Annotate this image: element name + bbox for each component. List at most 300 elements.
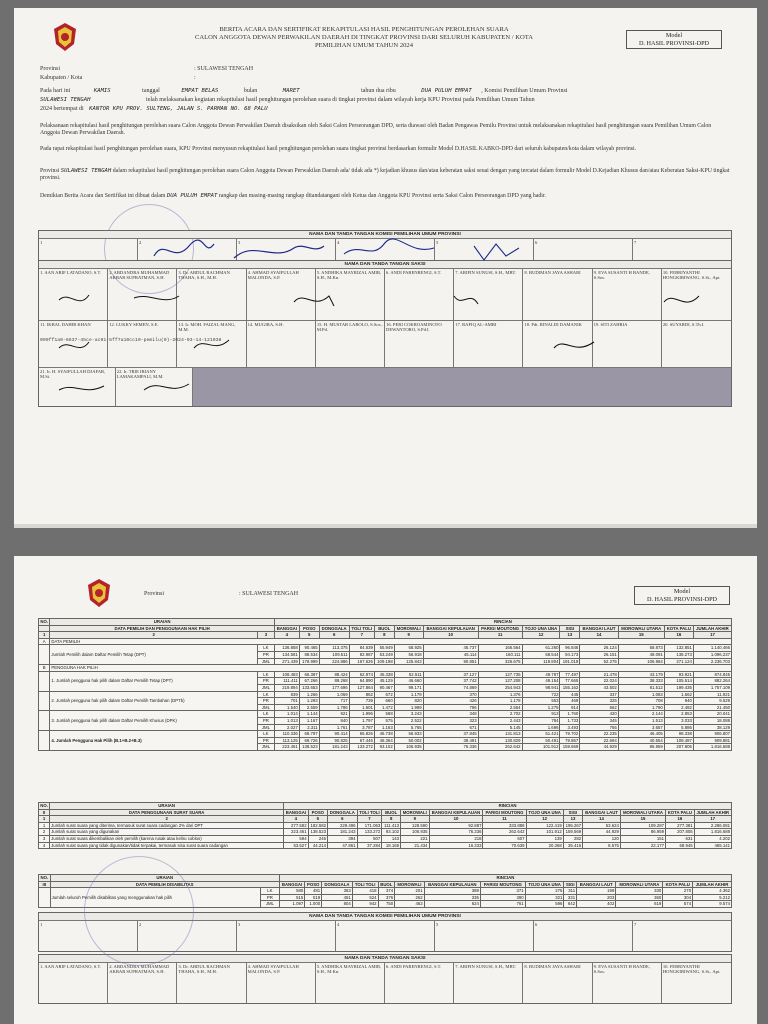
value-cell: 167.626: [349, 658, 374, 665]
value-cell: 49.787: [522, 671, 560, 678]
value-cell: 50.002: [394, 737, 423, 744]
value-cell: 11.921: [693, 691, 731, 698]
value-cell: 53.249: [374, 651, 394, 658]
col-number: 16: [664, 632, 693, 639]
region-header: PARIGI MOUTONG: [478, 625, 522, 632]
value-cell: 588: [374, 711, 394, 718]
value-cell: 86.959: [620, 829, 665, 836]
value-cell: 5.212: [693, 894, 732, 901]
value-cell: 199: [577, 888, 616, 895]
document-page-2: [14, 556, 757, 1024]
p2-provinsi-label: Provinsi: [144, 591, 165, 597]
value-cell: 109.511: [319, 651, 349, 658]
value-cell: 101.912: [522, 744, 560, 751]
value-cell: 68.945: [666, 842, 695, 849]
value-cell: 445: [560, 691, 580, 698]
value-cell: 607: [483, 835, 526, 842]
blank-cell: [39, 671, 50, 691]
value-cell: 106.935: [394, 744, 423, 751]
value-cell: 321: [525, 894, 564, 901]
col-rincian: RINCIAN: [274, 619, 731, 626]
value-cell: 739: [349, 698, 374, 705]
value-cell: 77.497: [560, 671, 580, 678]
value-cell: 18.088: [693, 717, 731, 724]
value-cell: 139: [526, 835, 563, 842]
region-header: POSO: [299, 625, 319, 632]
saksi-cell: 13. Ir. MOH. FAIZAL MANG, M.M.: [177, 321, 246, 367]
value-cell: 56.918: [394, 651, 423, 658]
region-header: MOROWALI: [395, 881, 425, 888]
value-cell: 67.266: [299, 678, 319, 685]
value-cell: 92.887: [429, 822, 483, 829]
row-number: 1: [39, 822, 50, 829]
region-header: BANGGAI LAUT: [580, 625, 618, 632]
value-cell: 122.419: [526, 822, 563, 829]
value-cell: 1.816.688: [694, 829, 731, 836]
value-cell: 22.235: [580, 731, 618, 738]
gender-key: LK: [257, 671, 274, 678]
saksi-cell: 6. ANDI PARENRENGI, S.T.: [385, 963, 454, 1003]
value-cell: 1.275: [522, 704, 560, 711]
blank-cell: [39, 691, 50, 711]
value-cell: 370: [423, 691, 478, 698]
col-number: 2: [50, 816, 284, 823]
value-cell: 1.790: [618, 704, 664, 711]
col-number: 5: [308, 816, 327, 823]
value-cell: 631: [666, 835, 695, 842]
item-label: Jumlah surat suara yang diterima, termasuk surat suara cadangan 2% dari DPT: [50, 822, 284, 829]
saksi-cell: 16. PERI COKROAMINOTO DEWANTORO, S.Pd.I.: [385, 321, 454, 367]
region-header: POSO: [305, 881, 322, 888]
value-cell: 1.069: [319, 691, 349, 698]
gender-key: PR: [257, 651, 274, 658]
value-cell: 862: [349, 691, 374, 698]
value-cell: 21.434: [401, 842, 429, 849]
value-cell: 182.582: [308, 822, 327, 829]
value-cell: 26.124: [580, 645, 618, 652]
region-header: TOLI TOLI: [349, 625, 374, 632]
value-cell: 1.266: [299, 691, 319, 698]
value-cell: 418: [352, 888, 378, 895]
value-cell: 120: [583, 835, 621, 842]
value-cell: 61.260: [522, 645, 560, 652]
section-letter: B: [39, 665, 50, 672]
hari-value: KAMIS: [93, 88, 111, 94]
value-cell: 133.272: [357, 829, 382, 836]
saksi-cell: 7. ARIFIN SUNUSI, S.H., MBT.: [454, 963, 523, 1003]
table-row: [39, 829, 732, 836]
value-cell: 136.858: [274, 645, 299, 652]
value-cell: 67.446: [349, 737, 374, 744]
col-number: 14: [583, 816, 621, 823]
value-cell: 93.102: [374, 744, 394, 751]
value-cell: 376: [378, 894, 395, 901]
gender-key: PR: [260, 894, 279, 901]
value-cell: 575: [374, 717, 394, 724]
gender-key: LK: [260, 888, 279, 895]
value-cell: 38.333: [618, 678, 664, 685]
page-edge: [14, 524, 757, 528]
value-cell: 22.177: [620, 842, 665, 849]
region-header: BUOL: [374, 625, 394, 632]
value-cell: 111.413: [382, 822, 401, 829]
kpu-sign-cell: 6: [534, 921, 633, 951]
region-header: KOTA PALU: [666, 809, 695, 816]
value-cell: 323: [423, 717, 478, 724]
section-title: DATA PEMILIH: [50, 638, 732, 645]
value-cell: 44.214: [308, 842, 327, 849]
value-cell: 4.362: [693, 888, 732, 895]
col-number: 4: [274, 632, 299, 639]
value-cell: 1.540: [274, 704, 299, 711]
value-cell: 722: [522, 691, 560, 698]
value-cell: 708: [618, 698, 664, 705]
value-cell: 160.111: [478, 651, 522, 658]
saksi-cell: 15. H. MUSTAR LABOLO, S.Sos., M.Pd.: [316, 321, 385, 367]
value-cell: 1.472: [374, 704, 394, 711]
value-cell: 750: [378, 901, 395, 908]
saksi-cell: 5. ANDHIKA MAYRIZAL AMIR, S.H., M.Kn.: [316, 269, 385, 320]
value-cell: 1.014: [274, 711, 299, 718]
value-cell: 3.493: [560, 724, 580, 731]
blank-cell: [39, 711, 50, 731]
value-cell: 326.675: [478, 658, 522, 665]
item-label: Jumlah seluruh Pemilih disabilitas yang menggunakan hak pilih: [50, 888, 260, 908]
p3-text: dalam rekapitulasi hasil penghitungan perolehan suara Calon Anggota Dewan Perwakilan Daerah ada/ tidak ada *) kejadian khusus dan/atau keberatan saksi seuai dengan yang tercatat dalam formulir Model D.Kejadian Khusus dan/atau Keberatan Saksi-KPU tingkat provinsi.: [40, 168, 730, 182]
value-cell: 93.921: [664, 671, 693, 678]
value-cell: 159.569: [563, 829, 582, 836]
region-header: MOROWALI UTARA: [616, 881, 663, 888]
value-cell: 151: [620, 835, 665, 842]
gender-key: PR: [257, 678, 274, 685]
blank-cell: [39, 645, 50, 665]
value-cell: 5.145: [478, 724, 522, 731]
p4-text: rangkap dan masing-masing rangkap ditandatangani oleh Ketua dan Anggota KPU Provinsi serta Saksi Calon Perseorangan DPD yang hadir.: [218, 193, 546, 199]
value-cell: 660: [374, 698, 394, 705]
value-cell: 1.167: [299, 717, 319, 724]
value-cell: 451: [322, 894, 353, 901]
value-cell: 420: [580, 711, 618, 718]
table-header-row: [39, 619, 732, 626]
saksi-cell: 11. IKBAL DAHIR KHAN: [39, 321, 108, 367]
col-number: 6: [328, 816, 357, 823]
kpu-sign-cell: 3: [237, 921, 336, 951]
saksi-cell: 8. BUDIMAN JAYA ASHARI: [523, 963, 592, 1003]
kabkota-label: Kabupaten / Kota: [40, 75, 83, 81]
value-cell: 93.102: [382, 829, 401, 836]
value-cell: 642: [564, 901, 577, 908]
value-cell: 201: [395, 888, 425, 895]
value-cell: 98.941: [522, 684, 560, 691]
value-cell: 22.024: [580, 678, 618, 685]
value-cell: 254.943: [478, 684, 522, 691]
value-cell: 519: [305, 894, 322, 901]
table-row: [39, 842, 732, 849]
value-cell: 619: [616, 901, 663, 908]
value-cell: 1.097: [279, 901, 304, 908]
value-cell: 1.761: [319, 724, 349, 731]
value-cell: 1.562: [664, 691, 693, 698]
hari-label: Pada hari ini: [40, 88, 71, 94]
value-cell: 125.843: [394, 658, 423, 665]
value-cell: 99.171: [394, 684, 423, 691]
region-header: MOROWALI: [394, 625, 423, 632]
table-header-row: [39, 625, 732, 632]
region-header: MOROWALI UTARA: [620, 809, 665, 816]
value-cell: 304: [663, 894, 693, 901]
value-cell: 671: [423, 724, 478, 731]
value-cell: 1.760: [560, 711, 580, 718]
table-row: [39, 711, 732, 718]
value-cell: 353: [322, 888, 353, 895]
saksi-cell: 10. FEBRIYANTHI HONGKIRIWANG, S.Si., Apt.: [662, 270, 721, 280]
region-header: BUOL: [382, 809, 401, 816]
p2-model-box: [634, 586, 730, 605]
saksi-cell: 7. ARIFIN SUNUSI, S.H., MBT.: [454, 269, 523, 320]
col-number: 13: [560, 632, 580, 639]
col-uraian: URAIAN: [50, 803, 284, 810]
value-cell: 177.696: [319, 684, 349, 691]
gender-key: LK: [257, 711, 274, 718]
document-header: [134, 26, 594, 51]
value-cell: 3.787: [349, 724, 374, 731]
value-cell: 1.096.237: [693, 651, 731, 658]
p3-label: Provinsi: [40, 168, 60, 174]
value-cell: 218: [429, 835, 483, 842]
saksi-cell: 3. Dr. ABDUL RACHMAN THAHA, S.H., M.H.: [177, 963, 246, 1003]
section-title: DATA PEMILIH DISABILITAS: [50, 881, 279, 888]
value-cell: 333.888: [483, 822, 526, 829]
value-cell: 1.178: [478, 698, 522, 705]
value-cell: 113.125: [274, 737, 299, 744]
value-cell: 840: [319, 717, 349, 724]
table-row: [39, 835, 732, 842]
value-cell: 90.467: [374, 684, 394, 691]
value-cell: 2.144: [618, 711, 664, 718]
tempat-label: 2024 bertempat di: [40, 106, 84, 112]
value-cell: 1.996: [349, 711, 374, 718]
value-cell: 2.286.081: [694, 822, 731, 829]
paragraph-4: [40, 193, 730, 200]
value-cell: 52.511: [394, 671, 423, 678]
table-row: [39, 691, 732, 698]
value-cell: 26.151: [580, 651, 618, 658]
region-header: MOROWALI: [401, 809, 429, 816]
tanggal-value: EMPAT BELAS: [181, 88, 219, 94]
value-cell: 275: [525, 888, 564, 895]
value-cell: 469: [560, 698, 580, 705]
value-cell: 22.694: [580, 737, 618, 744]
col-number: 10: [423, 632, 478, 639]
official-stamp: [84, 856, 194, 966]
value-cell: 109.287: [620, 822, 665, 829]
section-title: DATA PENGGUNAAN SURAT SUARA: [50, 809, 284, 816]
value-cell: 262: [395, 894, 425, 901]
region-header: MOROWALI UTARA: [618, 625, 664, 632]
blank-cell: [39, 888, 51, 908]
gender-key: PR: [257, 717, 274, 724]
value-cell: 515: [279, 894, 304, 901]
hari-line: [40, 88, 567, 94]
region-header: TOJO UNA UNA: [526, 809, 563, 816]
value-cell: 90.825: [319, 737, 349, 744]
value-cell: 465.141: [694, 842, 731, 849]
saksi-cell: 14. MUGIRA, S.H.: [247, 321, 316, 367]
value-cell: 804: [322, 901, 353, 908]
value-cell: 839: [274, 691, 299, 698]
section-title: PENGGUNA HAK PILIH: [50, 665, 732, 672]
value-cell: 131.813: [478, 731, 522, 738]
gender-key: JML: [257, 704, 274, 711]
kpu-signatures: [134, 236, 694, 266]
region-header: SIGI: [560, 625, 580, 632]
gender-key: PR: [257, 737, 274, 744]
saksi-cell: 22. Ir. TRIE IRIANY LAMAKAMPALI, M.M.: [116, 368, 193, 406]
value-cell: 1.786: [319, 704, 349, 711]
value-cell: 38.129: [693, 724, 731, 731]
value-cell: 662: [580, 704, 618, 711]
value-cell: 594: [284, 835, 308, 842]
col-number: 15: [620, 816, 665, 823]
value-cell: 66.387: [299, 671, 319, 678]
value-cell: 463: [395, 901, 425, 908]
document-id-footer: 099ff1a0-6637-45ce-ac91-5ff7a10cc10-pemilu(0)-2024-03-14-121038: [40, 338, 222, 343]
p4-label: Demikian Berita Acara dan Sertifikat ini dibuat dalam: [40, 193, 166, 199]
gender-key: LK: [257, 691, 274, 698]
value-cell: 271.439: [274, 658, 299, 665]
header-line-2: CALON ANGGOTA DEWAN PERWAKILAN DAERAH DI TINGKAT PROVINSI DARI SELURUH KABUPATEN / KOTA: [194, 34, 534, 42]
document-page-1: [14, 8, 757, 528]
value-cell: 44.929: [583, 829, 621, 836]
value-cell: 37.742: [423, 678, 478, 685]
value-cell: 90.414: [319, 731, 349, 738]
p4-handwritten: DUA PULUH EMPAT: [166, 193, 218, 199]
value-cell: 46.364: [374, 737, 394, 744]
value-cell: 262.642: [478, 744, 522, 751]
region-header: BANGGAI: [284, 809, 308, 816]
saksi-cell: 9. EVA SUSANTI H BANDE, S.Sos.: [593, 269, 662, 320]
value-cell: 2.554: [478, 704, 522, 711]
value-cell: 133.272: [349, 744, 374, 751]
value-cell: 229.496: [328, 822, 357, 829]
kpu-signature-title: NAMA DAN TANDA TANGAN KOMISI PEMILIHAN UMUM PROVINSI: [39, 231, 731, 239]
value-cell: 5.765: [394, 724, 423, 731]
saksi-signatures: [54, 290, 734, 410]
table-row: [39, 822, 732, 829]
blank-header: [39, 625, 50, 632]
region-header: JUMLAH AKHIR: [693, 881, 732, 888]
tempat-value: KANTOR KPU PROV. SULTENG, JALAN S. PARMAN NO. 68 PALU: [89, 106, 268, 112]
value-cell: 224.886: [319, 658, 349, 665]
col-number: 8: [382, 816, 401, 823]
region-header: TOJO UNA UNA: [525, 881, 564, 888]
value-cell: 138.523: [299, 744, 319, 751]
value-cell: 178.999: [299, 658, 319, 665]
value-cell: 2.702: [478, 711, 522, 718]
value-cell: 330: [616, 888, 663, 895]
value-cell: 580: [279, 888, 304, 895]
value-cell: 1.376: [478, 691, 522, 698]
value-cell: 717: [319, 698, 349, 705]
model-label: Model: [665, 32, 683, 39]
region-header: JUMLAH AKHIR: [694, 809, 731, 816]
region-header: TOLI TOLI: [357, 809, 382, 816]
value-cell: 1.179: [394, 691, 423, 698]
value-cell: 262.642: [483, 829, 526, 836]
value-cell: 1.816.688: [693, 744, 731, 751]
value-cell: 70.639: [483, 842, 526, 849]
value-cell: 223.461: [274, 744, 299, 751]
value-cell: 76.336: [423, 744, 478, 751]
saksi-cell: 4. AHMAD SYAIFULLAH MALONDA, S.P.: [247, 269, 316, 320]
kpu-sign-cell: 5: [435, 239, 534, 263]
value-cell: 74.869: [423, 684, 478, 691]
value-cell: 101.912: [526, 829, 563, 836]
value-cell: 207.805: [666, 829, 695, 836]
provinsi-line: [40, 97, 535, 103]
value-cell: 53.527: [284, 842, 308, 849]
gender-key: JML: [257, 724, 274, 731]
value-cell: 271.124: [664, 658, 693, 665]
provinsi-handwritten: SULAWESI TENGAH: [40, 97, 91, 103]
col-number: 16: [666, 816, 695, 823]
value-cell: 46.738: [374, 731, 394, 738]
col-number: 8: [374, 632, 394, 639]
bulan-label: bulan: [243, 88, 258, 94]
value-cell: 331: [564, 894, 577, 901]
col-number: 15: [618, 632, 664, 639]
kpu-sign-cell: 1: [39, 239, 138, 263]
value-cell: 701: [274, 698, 299, 705]
value-cell: 58.544: [522, 651, 560, 658]
region-header: BANGGAI LAUT: [577, 881, 616, 888]
value-cell: 796: [423, 704, 478, 711]
value-cell: 166.564: [478, 645, 522, 652]
section-letter: A: [39, 638, 50, 645]
value-cell: 574: [663, 901, 693, 908]
value-cell: 914: [560, 704, 580, 711]
col-number: 2: [50, 632, 258, 639]
region-header: JUMLAH AKHIR: [693, 625, 731, 632]
value-cell: 223.461: [284, 829, 308, 836]
kpu-text: , Komisi Pemilihan Umum Provinsi: [481, 88, 568, 94]
provinsi-label: Provinsi: [40, 66, 61, 72]
value-cell: 88.534: [299, 651, 319, 658]
region-header: BANGGAI KEPULAUAN: [424, 881, 480, 888]
col-number: 11: [483, 816, 526, 823]
region-header: DONGGALA: [328, 809, 357, 816]
value-cell: 130.829: [478, 737, 522, 744]
section-row: [39, 638, 732, 645]
value-cell: 21.478: [580, 671, 618, 678]
region-header: BANGGAI KEPULAUAN: [429, 809, 483, 816]
value-cell: 65.826: [349, 731, 374, 738]
section-row: [39, 665, 732, 672]
value-cell: 20.368: [526, 842, 563, 849]
saksi-cell: 18. Pdt. RINALDI DAMANIK: [523, 321, 592, 367]
value-cell: 2.027: [274, 724, 299, 731]
value-cell: 45.338: [374, 671, 394, 678]
value-cell: 52.275: [580, 658, 618, 665]
value-cell: 98.338: [664, 731, 693, 738]
saksi-cell: 2. ABDANDRA MUHAMMAD AKBAR SUPRATMAN, S.H.: [108, 963, 177, 1003]
value-cell: 388: [424, 888, 480, 895]
region-header: SIGI: [563, 809, 582, 816]
value-cell: 2.522: [394, 717, 423, 724]
value-cell: 3.033: [664, 717, 693, 724]
value-cell: 8.575: [583, 842, 621, 849]
value-cell: 37.127: [423, 671, 478, 678]
